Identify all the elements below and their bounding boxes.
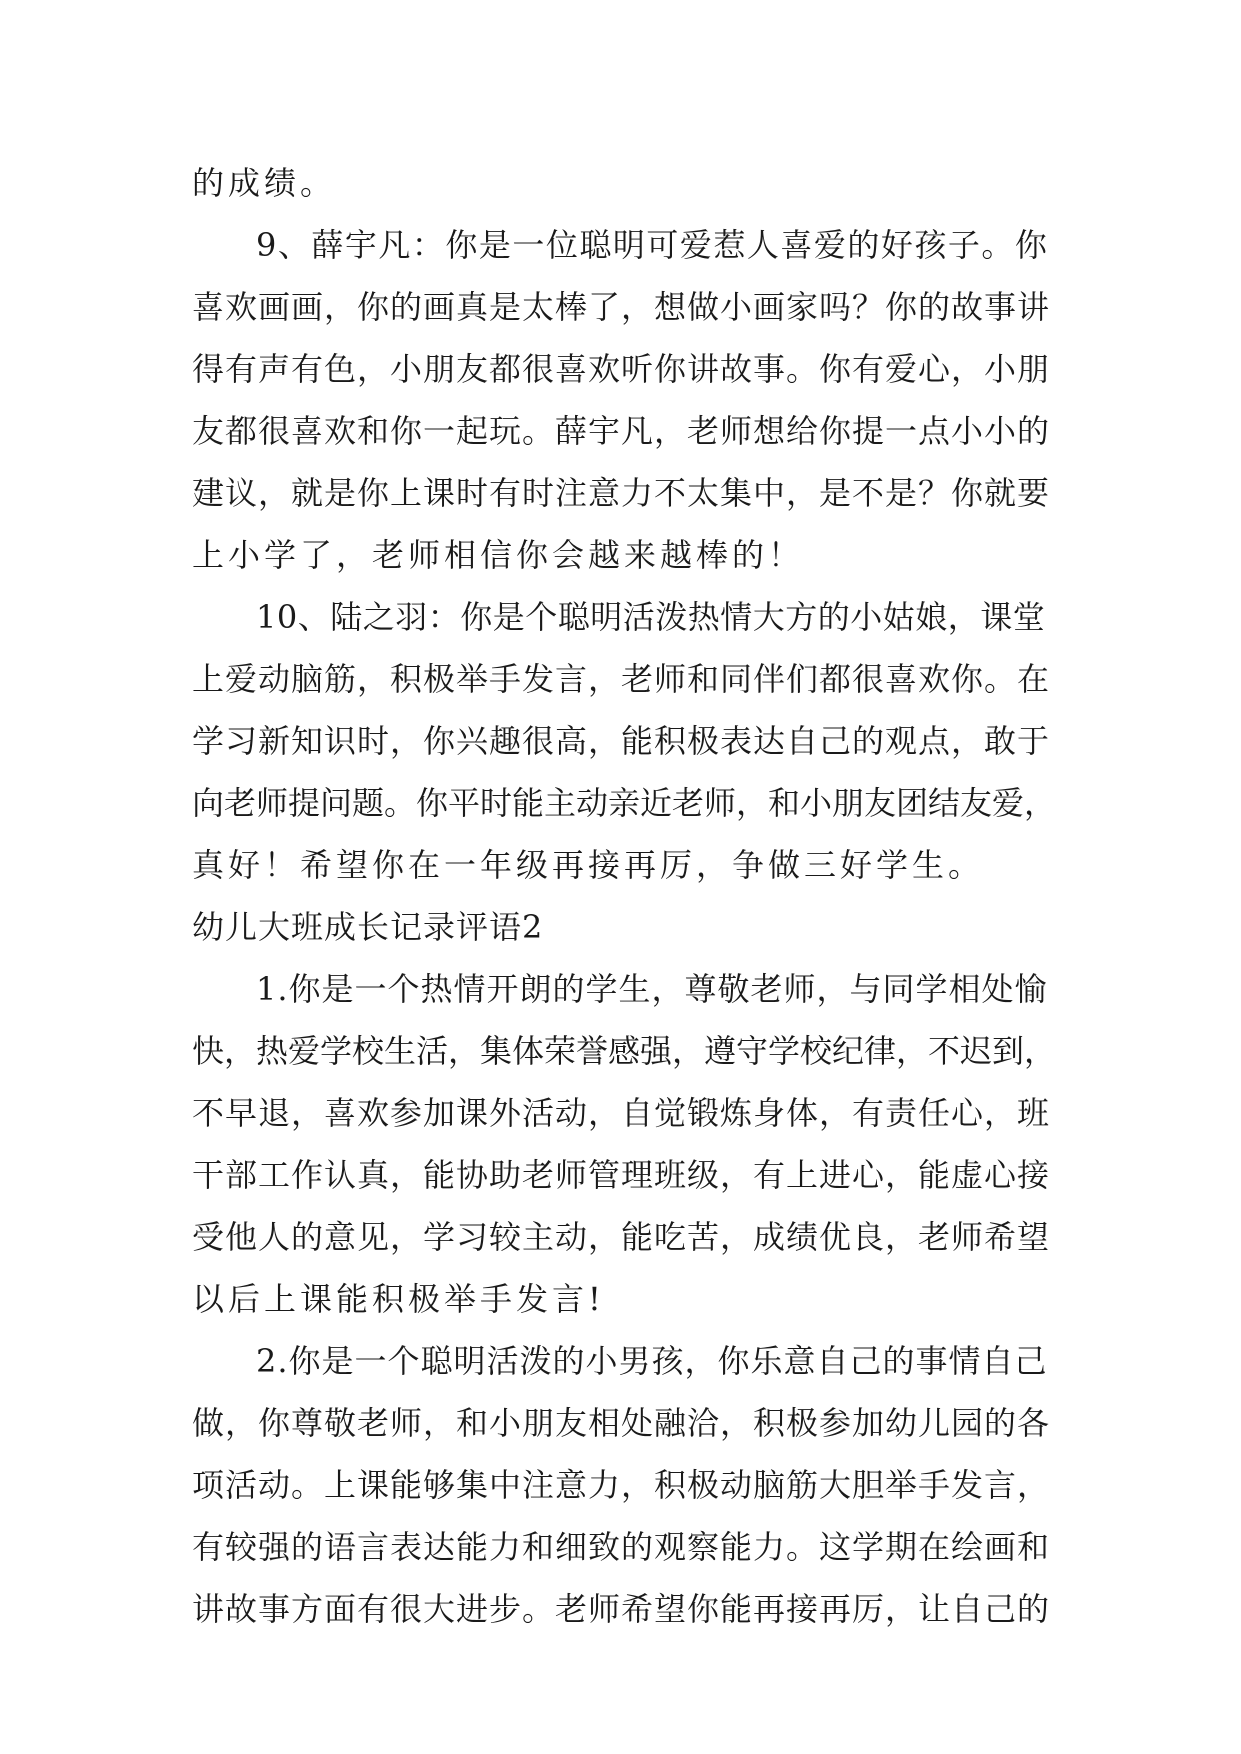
paragraph-line: 有较强的语言表达能力和细致的观察能力。这学期在绘画和 [192, 1528, 1051, 1566]
paragraph-line: 9、薛宇凡：你是一位聪明可爱惹人喜爱的好孩子。你 [256, 226, 1049, 264]
paragraph-line: 不早退，喜欢参加课外活动，自觉锻炼身体，有责任心，班 [192, 1094, 1051, 1132]
paragraph-line: 真好！希望你在一年级再接再厉，争做三好学生。 [192, 846, 985, 884]
paragraph [192, 152, 1056, 214]
paragraph-line: 以后上课能积极举手发言! [192, 1280, 605, 1318]
paragraph-line: 得有声有色，小朋友都很喜欢听你讲故事。你有爱心，小朋 [192, 350, 1051, 388]
section-heading [192, 896, 1056, 958]
paragraph-line: 上小学了，老师相信你会越来越棒的！ [192, 536, 805, 574]
paragraph-line: 友都很喜欢和你一起玩。薛宇凡，老师想给你提一点小小的 [192, 412, 1051, 450]
paragraph-line: 快，热爱学校生活，集体荣誉感强，遵守学校纪律，不迟到， [192, 1032, 1057, 1070]
paragraph-line: 2.你是一个聪明活泼的小男孩，你乐意自己的事情自己 [256, 1342, 1048, 1380]
document-page [192, 152, 1056, 1640]
paragraph [192, 586, 1056, 896]
paragraph-line: 学习新知识时，你兴趣很高，能积极表达自己的观点，敢于 [192, 722, 1051, 760]
paragraph-line: 的成绩。 [192, 164, 337, 202]
paragraph-line: 讲故事方面有很大进步。老师希望你能再接再厉，让自己的 [192, 1590, 1051, 1628]
paragraph [192, 214, 1056, 586]
paragraph-line: 1.你是一个热情开朗的学生，尊敬老师，与同学相处愉 [256, 970, 1048, 1008]
paragraph-line: 项活动。上课能够集中注意力，积极动脑筋大胆举手发言， [192, 1466, 1051, 1504]
paragraph-line: 做，你尊敬老师，和小朋友相处融洽，积极参加幼儿园的各 [192, 1404, 1051, 1442]
heading-text: 幼儿大班成长记录评语2 [192, 908, 544, 946]
paragraph-line: 喜欢画画，你的画真是太棒了，想做小画家吗？你的故事讲 [192, 288, 1051, 326]
paragraph [192, 1330, 1056, 1640]
paragraph-line: 上爱动脑筋，积极举手发言，老师和同伴们都很喜欢你。在 [192, 660, 1051, 698]
paragraph-line: 10、陆之羽：你是个聪明活泼热情大方的小姑娘，课堂 [256, 598, 1046, 636]
paragraph-line: 受他人的意见，学习较主动，能吃苦，成绩优良，老师希望 [192, 1218, 1051, 1256]
paragraph-line: 建议，就是你上课时有时注意力不太集中，是不是？你就要 [192, 474, 1051, 512]
paragraph-line: 干部工作认真，能协助老师管理班级，有上进心，能虚心接 [192, 1156, 1051, 1194]
paragraph [192, 958, 1056, 1330]
paragraph-line: 向老师提问题。你平时能主动亲近老师，和小朋友团结友爱， [192, 784, 1057, 822]
